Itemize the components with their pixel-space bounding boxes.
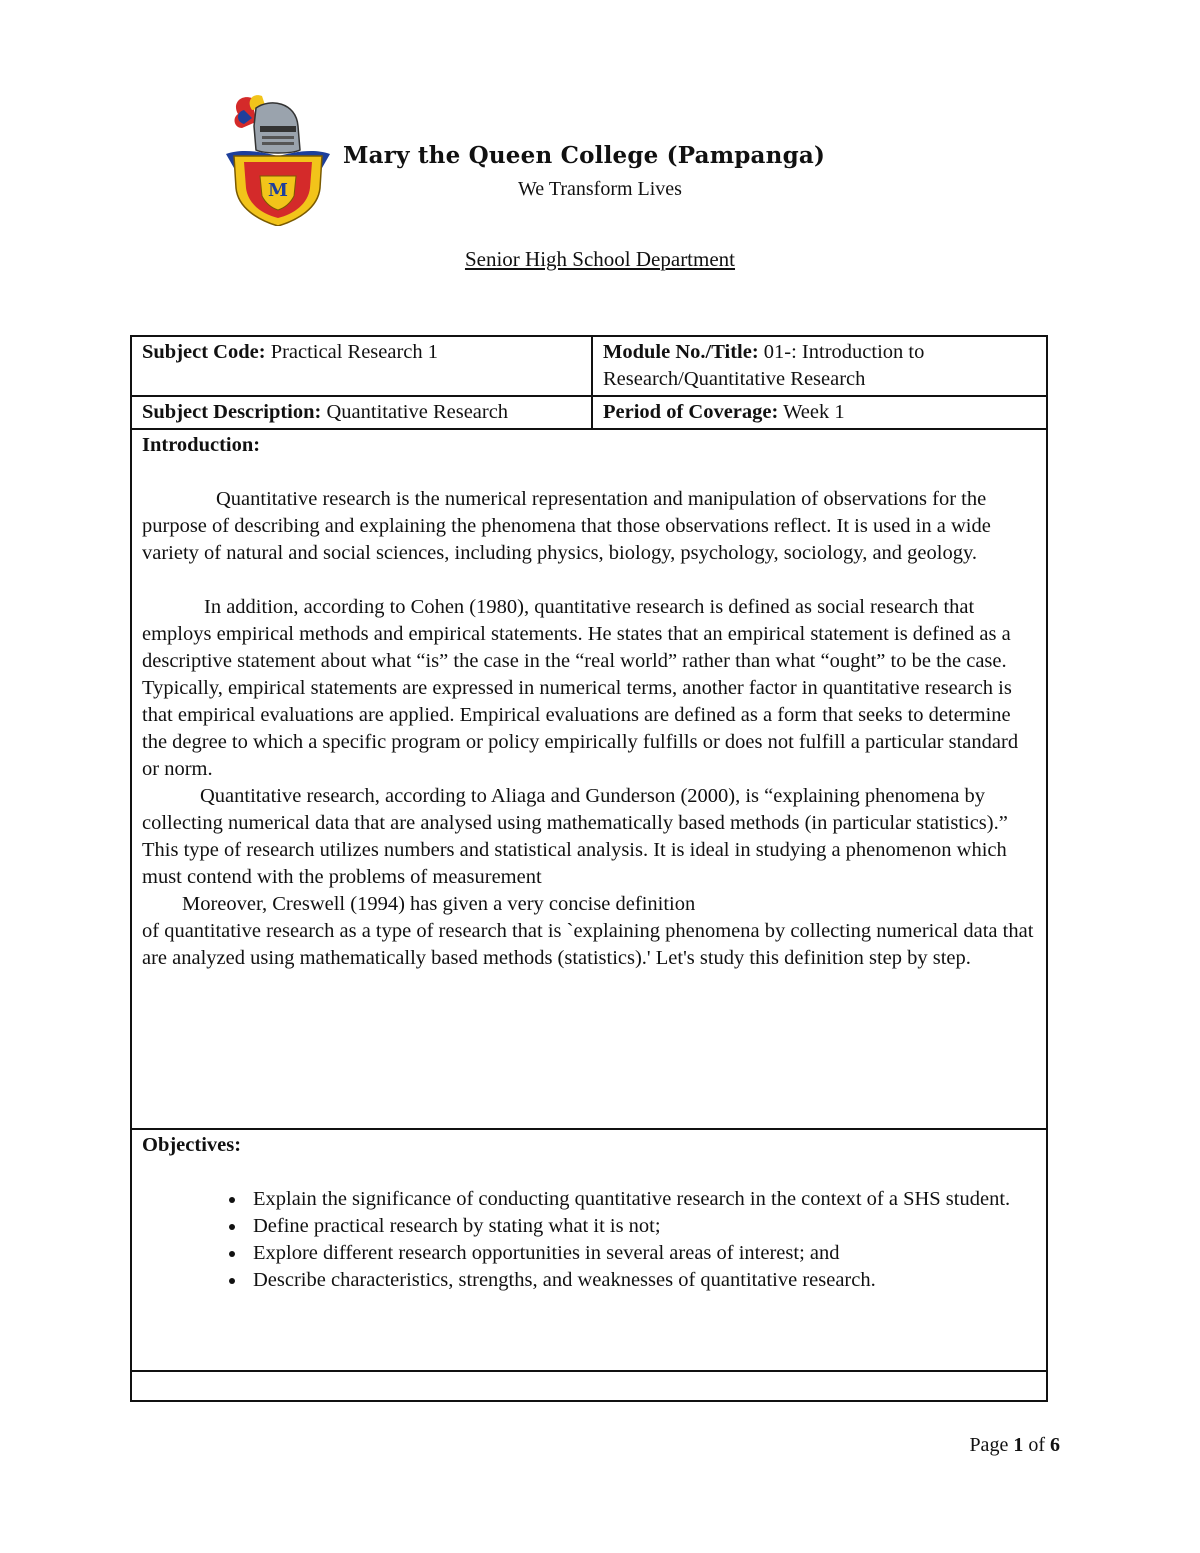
objectives-title: Objectives:: [142, 1134, 242, 1156]
module-title-cell: [592, 336, 1047, 396]
subject-code-label: Subject Code:: [142, 341, 266, 363]
empty-cell: [131, 1371, 1047, 1401]
period-label: Period of Coverage:: [603, 401, 779, 423]
page-current: 1: [1013, 1434, 1024, 1456]
subject-code-value: Practical Research 1: [270, 341, 439, 363]
period-value: Week 1: [783, 401, 845, 423]
introduction-title: Introduction:: [142, 434, 261, 456]
intro-paragraph-1: Quantitative research is the numerical representation and manipulation of observations for the purpose of describing and explaining the phenomena that those observations reflect. It is used in a wide variety of natural and social sciences, including physics, biology, psychology, sociology, and geology.: [142, 488, 991, 564]
list-item: • Define practical research by stating what it is not;: [247, 1213, 1036, 1240]
intro-paragraph-2: In addition, according to Cohen (1980), quantitative research is defined as social research that employs empirical methods and empirical statements. He states that an empirical statement is defined as a descriptive statement about what “is” the case in the “real world” rather than what “ought” to be the case. Typically, empirical statements are expressed in numerical terms, another factor in quantitative research is that empirical evaluations are applied. Empirical evaluations are defined as a form that seeks to determine the degree to which a specific program or policy empirically fulfills or does not fulfill a particular standard or norm.: [142, 596, 1019, 780]
intro-paragraph-3: Quantitative research, according to Aliaga and Gunderson (2000), is “explaining phenomena by collecting numerical data that are analysed using mathematically based methods (in particular statistics).” This type of research utilizes numbers and statistical analysis. It is ideal in studying a phenomenon which must contend with the problems of measurement: [142, 785, 1008, 888]
module-value: 01-: Introduction to Research/Quantitative Research: [603, 341, 925, 390]
subject-code-cell: [131, 336, 592, 396]
table-row: [131, 336, 1047, 396]
college-motto: We Transform Lives: [518, 178, 682, 200]
table-row: [131, 1371, 1047, 1401]
module-info-table: [130, 335, 1048, 1402]
intro-paragraph-5: of quantitative research as a type of research that is `explaining phenomena by collecting numerical data that are analyzed using mathematically based methods (statistics).' Let's study this definition step by step.: [142, 920, 1034, 969]
table-row: [131, 429, 1047, 1129]
subject-description-value: Quantitative Research: [326, 401, 509, 423]
knight-shield-logo-icon: [222, 92, 334, 226]
table-row: [131, 1129, 1047, 1371]
table-row: [131, 396, 1047, 429]
module-label: Module No./Title:: [603, 341, 759, 363]
college-logo: [222, 92, 334, 226]
college-name: Mary the Queen College (Pampanga): [343, 142, 826, 169]
list-item: • Explain the significance of conducting quantitative research in the context of a SHS student.: [247, 1186, 1036, 1213]
list-item: • Describe characteristics, strengths, and weaknesses of quantitative research.: [247, 1267, 1036, 1294]
list-item: • Explore different research opportunities in several areas of interest; and: [247, 1240, 1036, 1267]
intro-paragraph-4: Moreover, Creswell (1994) has given a very concise definition: [182, 893, 696, 915]
objectives-cell: [131, 1129, 1047, 1371]
introduction-cell: [131, 429, 1047, 1129]
page-word: Page: [969, 1434, 1009, 1456]
subject-description-label: Subject Description:: [142, 401, 322, 423]
period-cell: [592, 396, 1047, 429]
objectives-list: [142, 1186, 1036, 1294]
svg-text:M: M: [268, 180, 288, 201]
page-number: [969, 1434, 1060, 1457]
page-of: of: [1028, 1434, 1045, 1456]
page-total: 6: [1050, 1434, 1060, 1456]
department-title: Senior High School Department: [464, 247, 736, 271]
subject-description-cell: [131, 396, 592, 429]
